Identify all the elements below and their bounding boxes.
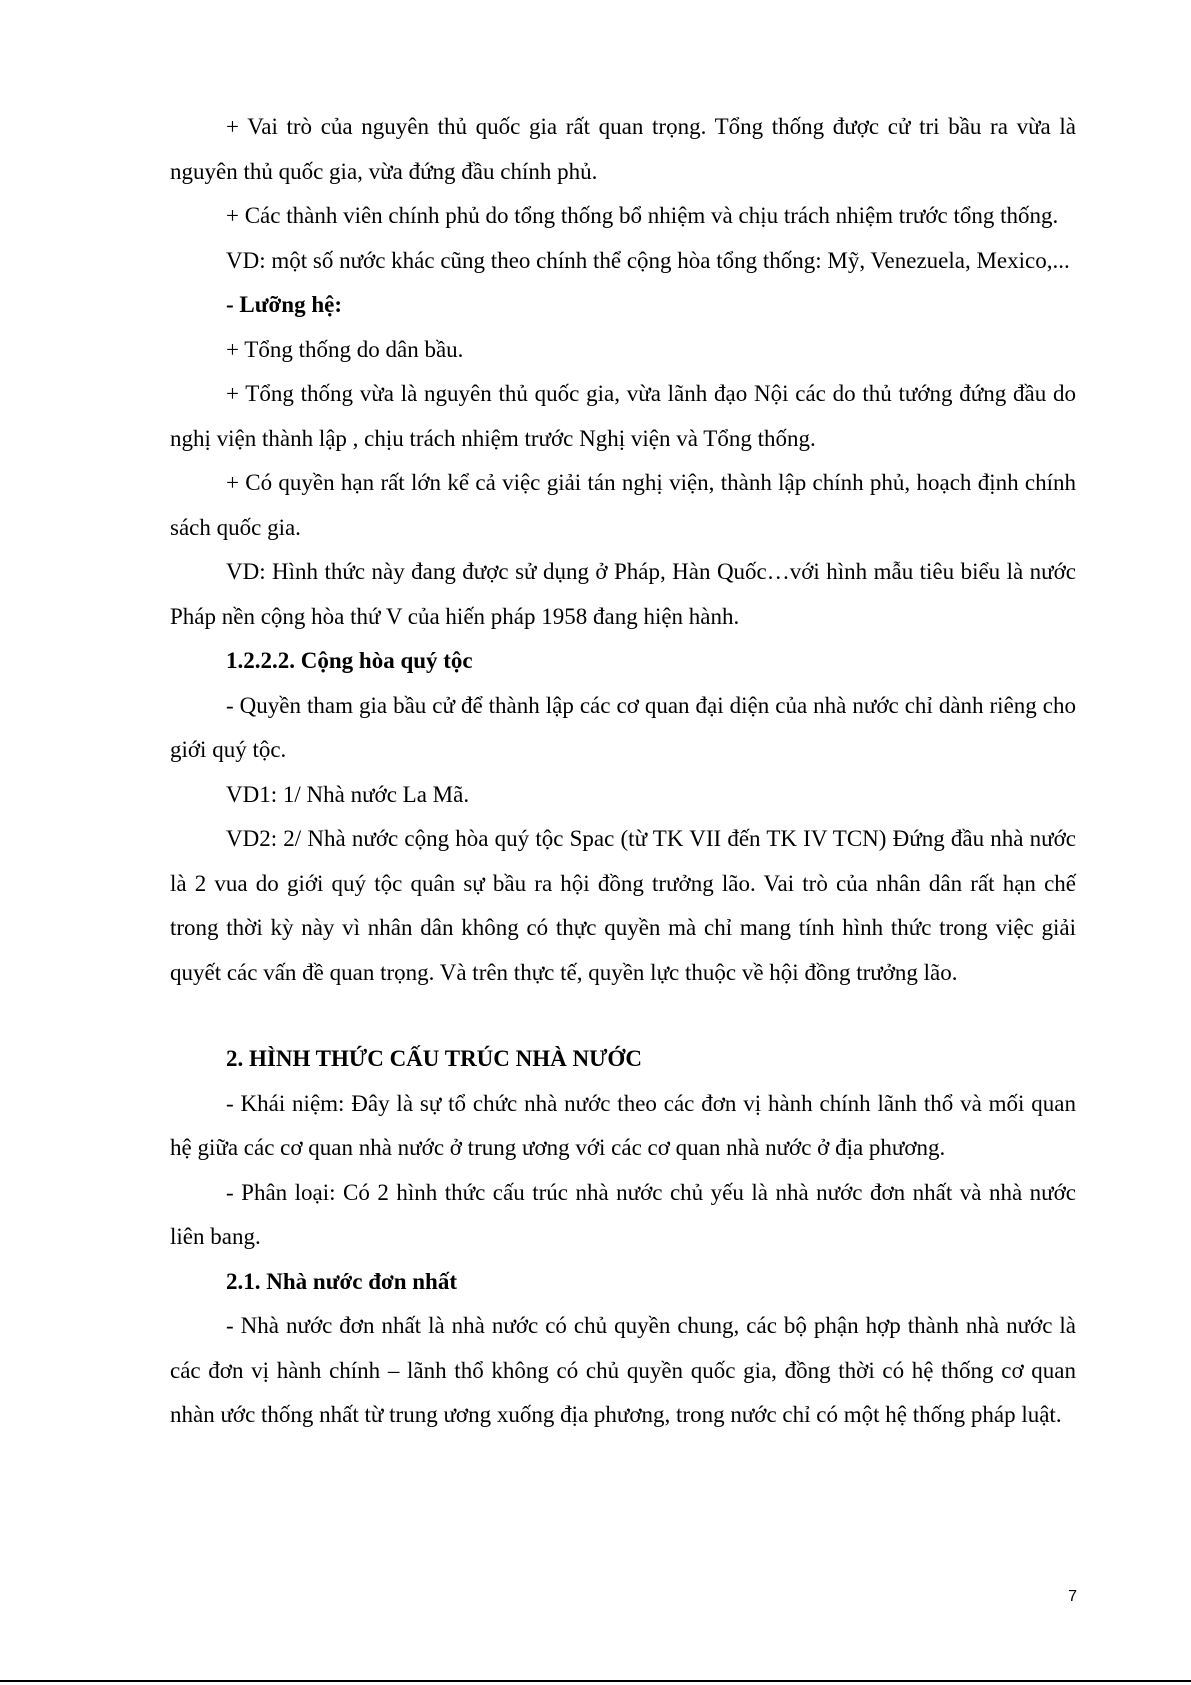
paragraph-president-role: + Vai trò của nguyên thủ quốc gia rất quan trọng. Tổng thống được cử tri bầu ra vừa là nguyên thủ quốc gia, vừa đứng đầu chính phủ.: [170, 114, 1076, 184]
paragraph-government-members: + Các thành viên chính phủ do tổng thống bổ nhiệm và chịu trách nhiệm trước tổng thống.: [226, 203, 1059, 228]
paragraph-president-leads-cabinet: + Tổng thống vừa là nguyên thủ quốc gia, vừa lãnh đạo Nội các do thủ tướng đứng đầu do nghị viện thành lập , chịu trách nhiệm trước Nghị viện và Tổng thống.: [170, 381, 1076, 451]
section-heading-state-structure: 2. HÌNH THỨC CẤU TRÚC NHÀ NƯỚC: [226, 1046, 642, 1071]
section-heading-aristocratic-republic: 1.2.2.2. Cộng hòa quý tộc: [226, 648, 473, 673]
section-heading-unitary-state: 2.1. Nhà nước đơn nhất: [226, 1268, 457, 1294]
paragraph-aristocratic-voting: - Quyền tham gia bầu cử để thành lập các cơ quan đại diện của nhà nước chỉ dành riêng cho giới quý tộc.: [170, 692, 1076, 762]
subheading-semi-presidential: - Lưỡng hệ:: [226, 292, 342, 317]
bottom-divider: [0, 1680, 1191, 1682]
page-number: 7: [1068, 1588, 1077, 1605]
paragraph-broad-powers: + Có quyền hạn rất lớn kể cả việc giải tán nghị viện, thành lập chính phủ, hoạch định chính sách quốc gia.: [170, 470, 1076, 540]
paragraph-president-elected: + Tổng thống do dân bầu.: [226, 336, 464, 362]
document-body: [170, 105, 1076, 1438]
paragraph-example-rome: VD1: 1/ Nhà nước La Mã.: [226, 781, 470, 807]
paragraph-example-france: VD: Hình thức này đang được sử dụng ở Pháp, Hàn Quốc…với hình mẫu tiêu biểu là nước Pháp nền cộng hòa thứ V của hiến pháp 1958 đang hiện hành.: [170, 559, 1076, 629]
paragraph-classification: - Phân loại: Có 2 hình thức cấu trúc nhà nước chủ yếu là nhà nước đơn nhất và nhà nước liên bang.: [170, 1179, 1076, 1249]
paragraph-example-presidential: VD: một số nước khác cũng theo chính thể cộng hòa tổng thống: Mỹ, Venezuela, Mexico,...: [226, 247, 1070, 273]
paragraph-unitary-definition: - Nhà nước đơn nhất là nhà nước có chủ quyền chung, các bộ phận hợp thành nhà nước là các đơn vị hành chính – lãnh thổ không có chủ quyền quốc gia, đồng thời có hệ thống cơ quan nhàn ước thống nhất từ trung ương xuống địa phương, trong nước chỉ có một hệ thống pháp luật.: [170, 1313, 1076, 1427]
paragraph-concept: - Khái niệm: Đây là sự tổ chức nhà nước theo các đơn vị hành chính lãnh thổ và mối quan hệ giữa các cơ quan nhà nước ở trung ương với các cơ quan nhà nước ở địa phương.: [170, 1090, 1076, 1160]
paragraph-example-sparta: VD2: 2/ Nhà nước cộng hòa quý tộc Spac (từ TK VII đến TK IV TCN) Đứng đầu nhà nước là 2 vua do giới quý tộc quân sự bầu ra hội đồng trưởng lão. Vai trò của nhân dân rất hạn chế trong thời kỳ này vì nhân dân không có thực quyền mà chỉ mang tính hình thức trong việc giải quyết các vấn đề quan trọng. Và trên thực tế, quyền lực thuộc về hội đồng trưởng lão.: [170, 826, 1076, 985]
